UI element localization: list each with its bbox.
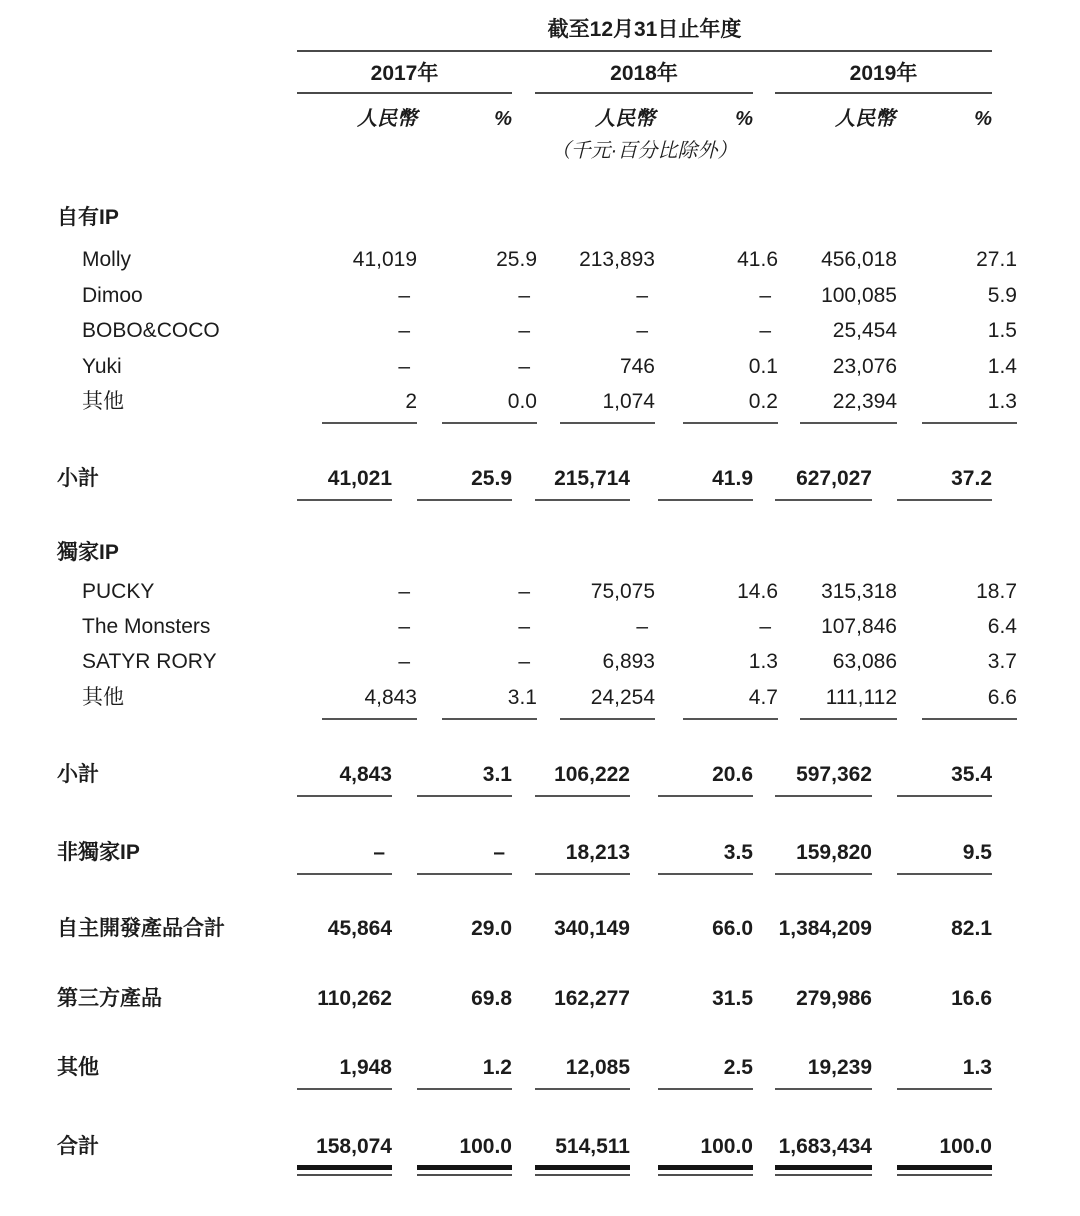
cell-value: – xyxy=(636,284,648,307)
table-row xyxy=(57,285,1080,307)
cell-value: – xyxy=(759,284,771,307)
cell-value: 19,239 xyxy=(775,1057,872,1090)
table-row xyxy=(57,581,1080,603)
cell-value: 63,086 xyxy=(832,650,897,673)
cell-value: 1,948 xyxy=(297,1057,392,1090)
table-row xyxy=(57,616,1080,638)
cell-value: 12,085 xyxy=(535,1057,630,1090)
cell-value: 22,394 xyxy=(800,391,897,424)
cell-value: – xyxy=(518,319,530,342)
cell-value: 0.2 xyxy=(683,391,778,424)
row-label: 第三方產品 xyxy=(57,987,162,1010)
cell-value: 100,085 xyxy=(821,284,897,307)
row-label: BOBO&COCO xyxy=(82,319,220,342)
cell-value: – xyxy=(398,580,410,603)
table-row xyxy=(57,391,1080,424)
cell-value: – xyxy=(759,319,771,342)
cell-value: 3.1 xyxy=(417,764,512,797)
unit-note-row xyxy=(297,140,992,162)
cell-value: 9.5 xyxy=(897,842,992,875)
cell-value: 2.5 xyxy=(658,1057,753,1090)
cell-value: 14.6 xyxy=(737,580,778,603)
cell-value: 25.9 xyxy=(417,468,512,501)
cell-value: 27.1 xyxy=(976,248,1017,271)
row-label: Yuki xyxy=(82,355,122,378)
row-label: 自主開發產品合計 xyxy=(57,917,225,940)
cell-value: 162,277 xyxy=(554,987,630,1010)
row-label: 其他 xyxy=(57,1056,99,1079)
cell-value: 29.0 xyxy=(471,917,512,940)
currency-header: 人民幣 xyxy=(595,108,655,130)
row-label: 其他 xyxy=(82,686,124,709)
table-row xyxy=(57,320,1080,342)
unit-note: （千元·百分比除外） xyxy=(550,140,738,162)
cell-value: 1.3 xyxy=(922,391,1017,424)
cell-value: 597,362 xyxy=(775,764,872,797)
percent-header: % xyxy=(494,108,512,130)
row-label: 小計 xyxy=(57,763,99,786)
year-header-2017: 2017年 xyxy=(297,63,512,94)
cell-value: – xyxy=(297,842,392,875)
cell-value: 1,683,434 xyxy=(775,1136,872,1176)
row-label: Molly xyxy=(82,248,132,271)
cell-value: – xyxy=(636,615,648,638)
cell-value: 66.0 xyxy=(712,917,753,940)
cell-value: 1.3 xyxy=(748,650,778,673)
table-body xyxy=(57,207,1080,1176)
cell-value: 16.6 xyxy=(951,987,992,1010)
cell-value: 100.0 xyxy=(658,1136,753,1176)
cell-value: 2 xyxy=(322,391,417,424)
year-header-2018: 2018年 xyxy=(535,63,753,94)
cell-value: 159,820 xyxy=(775,842,872,875)
cell-value: – xyxy=(398,284,410,307)
cell-value: 100.0 xyxy=(417,1136,512,1176)
row-label: The Monsters xyxy=(82,615,211,638)
cell-value: 158,074 xyxy=(297,1136,392,1176)
table-row xyxy=(57,764,1080,797)
cell-value: 213,893 xyxy=(579,248,655,271)
cell-value: 41,019 xyxy=(352,248,417,271)
cell-value: 6.6 xyxy=(922,687,1017,720)
cell-value: 1,384,209 xyxy=(778,917,872,940)
cell-value: 746 xyxy=(619,355,655,378)
row-label: 合計 xyxy=(57,1135,99,1158)
cell-value: 6,893 xyxy=(602,650,655,673)
cell-value: 1.5 xyxy=(987,319,1017,342)
table-row xyxy=(57,842,1080,875)
cell-value: 514,511 xyxy=(535,1136,630,1176)
row-label: 自有IP xyxy=(57,206,119,229)
row-label: 獨家IP xyxy=(57,541,119,564)
cell-value: 4.7 xyxy=(683,687,778,720)
cell-value: 6.4 xyxy=(987,615,1017,638)
cell-value: 1.4 xyxy=(987,355,1017,378)
column-headers-2017 xyxy=(297,108,512,130)
row-label: PUCKY xyxy=(82,580,155,603)
cell-value: 41.9 xyxy=(658,468,753,501)
cell-value: 215,714 xyxy=(535,468,630,501)
cell-value: 3.7 xyxy=(987,650,1017,673)
cell-value: – xyxy=(518,355,530,378)
table-row xyxy=(57,651,1080,673)
cell-value: – xyxy=(398,650,410,673)
cell-value: 340,149 xyxy=(554,917,630,940)
year-header-row xyxy=(297,63,992,94)
cell-value: 1.3 xyxy=(897,1057,992,1090)
cell-value: 5.9 xyxy=(987,284,1017,307)
cell-value: 106,222 xyxy=(535,764,630,797)
row-label: 其他 xyxy=(82,390,124,413)
cell-value: 1.2 xyxy=(417,1057,512,1090)
table-title: 截至12月31日止年度 xyxy=(297,18,992,52)
cell-value: 37.2 xyxy=(897,468,992,501)
table-row xyxy=(57,687,1080,720)
row-label: 非獨家IP xyxy=(57,841,140,864)
table-row xyxy=(57,1136,1080,1176)
cell-value: 4,843 xyxy=(322,687,417,720)
row-label: SATYR RORY xyxy=(82,650,217,673)
cell-value: 100.0 xyxy=(897,1136,992,1176)
table-row xyxy=(57,468,1080,501)
table-row xyxy=(57,1057,1080,1090)
cell-value: 0.0 xyxy=(442,391,537,424)
cell-value: – xyxy=(518,284,530,307)
cell-value: – xyxy=(636,319,648,342)
year-header-2019: 2019年 xyxy=(775,63,992,94)
table-row xyxy=(57,542,1080,564)
cell-value: – xyxy=(417,842,512,875)
row-label: 小計 xyxy=(57,467,99,490)
cell-value: 3.5 xyxy=(658,842,753,875)
cell-value: 82.1 xyxy=(951,917,992,940)
table-row xyxy=(57,918,1080,940)
cell-value: – xyxy=(398,319,410,342)
cell-value: 41,021 xyxy=(297,468,392,501)
cell-value: 75,075 xyxy=(590,580,655,603)
cell-value: 25,454 xyxy=(832,319,897,342)
cell-value: 41.6 xyxy=(737,248,778,271)
cell-value: 23,076 xyxy=(832,355,897,378)
column-headers-2018 xyxy=(535,108,753,130)
cell-value: – xyxy=(398,615,410,638)
cell-value: 3.1 xyxy=(442,687,537,720)
cell-value: 279,986 xyxy=(796,987,872,1010)
cell-value: 107,846 xyxy=(821,615,897,638)
cell-value: – xyxy=(398,355,410,378)
cell-value: 18,213 xyxy=(535,842,630,875)
cell-value: 111,112 xyxy=(800,687,897,720)
percent-header: % xyxy=(735,108,753,130)
table-row xyxy=(57,207,1080,229)
cell-value: 18.7 xyxy=(976,580,1017,603)
cell-value: 627,027 xyxy=(775,468,872,501)
cell-value: – xyxy=(518,580,530,603)
cell-value: 456,018 xyxy=(821,248,897,271)
cell-value: 1,074 xyxy=(560,391,655,424)
cell-value: 69.8 xyxy=(471,987,512,1010)
cell-value: 20.6 xyxy=(658,764,753,797)
column-header-row xyxy=(297,108,992,130)
table-header xyxy=(297,18,992,162)
currency-header: 人民幣 xyxy=(835,108,895,130)
cell-value: 24,254 xyxy=(560,687,655,720)
cell-value: 25.9 xyxy=(496,248,537,271)
cell-value: 110,262 xyxy=(317,987,392,1010)
cell-value: 4,843 xyxy=(297,764,392,797)
cell-value: – xyxy=(518,650,530,673)
table-row xyxy=(57,249,1080,271)
cell-value: 35.4 xyxy=(897,764,992,797)
row-label: Dimoo xyxy=(82,284,143,307)
cell-value: – xyxy=(518,615,530,638)
percent-header: % xyxy=(974,108,992,130)
cell-value: 45,864 xyxy=(327,917,392,940)
table-row xyxy=(57,988,1080,1010)
currency-header: 人民幣 xyxy=(357,108,417,130)
cell-value: 315,318 xyxy=(821,580,897,603)
cell-value: 31.5 xyxy=(712,987,753,1010)
cell-value: 0.1 xyxy=(748,355,778,378)
column-headers-2019 xyxy=(775,108,992,130)
cell-value: – xyxy=(759,615,771,638)
table-row xyxy=(57,356,1080,378)
